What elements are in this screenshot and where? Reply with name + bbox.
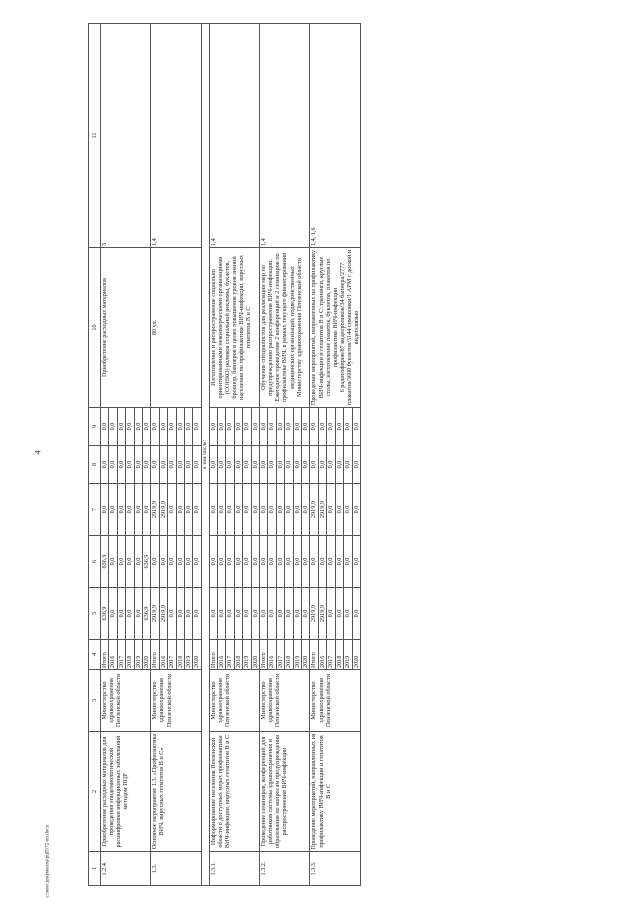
value-cell: 0,0 [352, 588, 361, 640]
value-cell: 0,0 [151, 408, 159, 446]
value-cell: 0,0 [176, 408, 184, 446]
value-cell: 0,0 [276, 536, 284, 588]
value-cell: 0,0 [335, 484, 343, 536]
value-cell: 0,0 [251, 408, 259, 446]
year-cell: Итого [209, 640, 217, 670]
value-cell: 0,0 [344, 446, 352, 484]
value-cell: 2919,9 [310, 484, 318, 536]
value-cell: 0,0 [193, 408, 201, 446]
value-cell: 0,0 [193, 484, 201, 536]
value-cell: 0,0 [209, 446, 217, 484]
value-cell: 0,0 [193, 446, 201, 484]
table-row [151, 24, 159, 886]
value-cell: 0,0 [327, 408, 335, 446]
item-executor: Министерство здравоохранения Пензенской области [310, 670, 361, 732]
value-cell: 0,0 [268, 588, 276, 640]
value-cell: 0,0 [293, 588, 301, 640]
col-header: 3 [89, 670, 101, 732]
value-cell: 0,0 [126, 588, 134, 640]
year-cell: Итого [260, 640, 268, 670]
value-cell: 2919,9 [159, 588, 167, 640]
item-executor: Министерство здравоохранения Пензенской области [101, 670, 151, 732]
value-cell: 0,0 [344, 484, 352, 536]
value-cell: 0,0 [310, 446, 318, 484]
value-cell: 0,0 [260, 588, 268, 640]
value-cell: 0,0 [276, 484, 284, 536]
value-cell: 0,0 [218, 536, 226, 588]
value-cell: 0,0 [352, 536, 361, 588]
value-cell: 2919,9 [310, 588, 318, 640]
item-result: Обучение специалистов для реализации мер по предупреждению распространения ВИЧ-инфекции. Ежегодное проведение 2 конференций и 2 семинаров по профилактике ВИЧ, в рамках текущего финансирования медицинских организаций, подведомственных Министерству здравоохранения Пензенской области [260, 248, 310, 408]
year-cell: Итого [310, 640, 318, 670]
item-number: 1.3.2. [260, 852, 310, 886]
value-cell: 0,0 [301, 408, 309, 446]
year-cell: 2018 [234, 640, 242, 670]
value-cell: 0,0 [209, 588, 217, 640]
value-cell: 0,0 [234, 588, 242, 640]
value-cell: 0,0 [101, 408, 109, 446]
value-cell: 0,0 [184, 446, 192, 484]
value-cell: 0,0 [134, 588, 142, 640]
year-cell: 2017 [327, 640, 335, 670]
value-cell: 0,0 [117, 588, 125, 640]
value-cell: 0,0 [234, 536, 242, 588]
value-cell: 0,0 [243, 588, 251, 640]
col-header: 6 [89, 536, 101, 588]
value-cell: 0,0 [344, 408, 352, 446]
value-cell: 0,0 [176, 484, 184, 536]
value-cell: 636,9 [142, 588, 150, 640]
value-cell: 636,9 [142, 536, 150, 588]
value-cell: 0,0 [301, 536, 309, 588]
year-cell: 2018 [335, 640, 343, 670]
year-cell: 2017 [117, 640, 125, 670]
value-cell: 0,0 [285, 536, 293, 588]
year-cell: 2020 [301, 640, 309, 670]
value-cell: 0,0 [318, 536, 326, 588]
value-cell: 0,0 [218, 484, 226, 536]
value-cell: 0,0 [327, 588, 335, 640]
value-cell: 0,0 [293, 484, 301, 536]
value-cell: 0,0 [176, 446, 184, 484]
value-cell: 0,0 [101, 484, 109, 536]
value-cell: 0,0 [251, 588, 259, 640]
year-cell: 2020 [352, 640, 361, 670]
value-cell: 0,0 [134, 536, 142, 588]
value-cell: 0,0 [117, 484, 125, 536]
value-cell: 0,0 [335, 588, 343, 640]
col-header: 1 [89, 852, 101, 886]
value-cell: 0,0 [209, 408, 217, 446]
value-cell: 0,0 [142, 446, 150, 484]
year-cell: 2019 [184, 640, 192, 670]
value-cell: 0,0 [134, 408, 142, 446]
value-cell: 0,0 [243, 446, 251, 484]
value-cell: 0,0 [226, 536, 234, 588]
col-header: 9 [89, 408, 101, 446]
value-cell: 0,0 [310, 536, 318, 588]
value-cell: 0,0 [168, 484, 176, 536]
value-cell: 0,0 [276, 588, 284, 640]
value-cell: 636,9 [101, 536, 109, 588]
value-cell: 0,0 [268, 536, 276, 588]
year-cell: Итого [101, 640, 109, 670]
value-cell: 0,0 [251, 446, 259, 484]
value-cell: 0,0 [109, 484, 117, 536]
value-cell: 0,0 [126, 446, 134, 484]
year-cell: 2019 [134, 640, 142, 670]
item-number: 1.3.1. [209, 852, 259, 886]
item-indicator: 1,4 [151, 24, 201, 248]
value-cell: 0,0 [126, 536, 134, 588]
value-cell: 2919,9 [151, 588, 159, 640]
item-name: Приобретение расходных материалов для проведения эпидемиологической расшифровки инфекционных заболеваний методом ПЦР [101, 732, 151, 852]
value-cell: 0,0 [126, 484, 134, 536]
item-indicator: 1,4 [260, 24, 310, 248]
value-cell: 0,0 [301, 446, 309, 484]
value-cell: 0,0 [151, 536, 159, 588]
year-cell: 2020 [193, 640, 201, 670]
value-cell: 0,0 [168, 446, 176, 484]
value-cell: 0,0 [184, 408, 192, 446]
col-header: 7 [89, 484, 101, 536]
value-cell: 0,0 [209, 484, 217, 536]
value-cell: 0,0 [184, 536, 192, 588]
value-cell: 2919,9 [159, 484, 167, 536]
value-cell: 0,0 [168, 588, 176, 640]
value-cell: 0,0 [234, 408, 242, 446]
value-cell: 0,0 [117, 536, 125, 588]
value-cell: 2919,9 [318, 484, 326, 536]
value-cell: 0,0 [193, 536, 201, 588]
item-name: Основное мероприятие 1.3. «Профилактика ВИЧ, вирусных гепатитов В и С» [151, 732, 201, 852]
year-cell: 2016 [218, 640, 226, 670]
item-number: 1.2.4. [101, 852, 151, 886]
item-result: 80 ул. [151, 248, 201, 408]
col-header: 8 [89, 446, 101, 484]
value-cell: 0,0 [226, 446, 234, 484]
value-cell: 0,0 [226, 588, 234, 640]
value-cell: 0,0 [243, 484, 251, 536]
in-that-number-label: в том числе: [201, 24, 209, 886]
value-cell: 0,0 [352, 484, 361, 536]
value-cell: 0,0 [142, 408, 150, 446]
value-cell: 0,0 [293, 536, 301, 588]
value-cell: 0,0 [218, 446, 226, 484]
year-cell: 2016 [109, 640, 117, 670]
table-page [88, 24, 610, 886]
table-body [101, 24, 361, 886]
value-cell: 0,0 [109, 446, 117, 484]
value-cell: 0,0 [184, 484, 192, 536]
value-cell: 636,9 [101, 588, 109, 640]
value-cell: 0,0 [260, 446, 268, 484]
value-cell: 0,0 [193, 588, 201, 640]
value-cell: 0,0 [285, 446, 293, 484]
value-cell: 0,0 [226, 484, 234, 536]
value-cell: 0,0 [335, 408, 343, 446]
item-executor: Министерство здравоохранения Пензенской области [151, 670, 201, 732]
item-name: Проведение семинаров, конференций для работников системы здравоохранения и образования по вопросам предупреждения распространения ВИЧ-инфекции [260, 732, 310, 852]
value-cell: 0,0 [109, 588, 117, 640]
item-indicator: 1,4 [209, 24, 259, 248]
value-cell: 0,0 [293, 408, 301, 446]
value-cell: 0,0 [218, 408, 226, 446]
item-indicator: 1,4, 1,6 [310, 24, 361, 248]
value-cell: 0,0 [318, 408, 326, 446]
value-cell: 0,0 [268, 484, 276, 536]
value-cell: 0,0 [243, 408, 251, 446]
value-cell: 0,0 [176, 536, 184, 588]
item-name: Проведение мероприятий, направленных на профилактику ВИЧ-инфекции и гепатитов В и С [310, 732, 361, 852]
item-result: Приобретение расходных материалов [101, 248, 151, 408]
year-cell: Итого [151, 640, 159, 670]
item-executor: Министерство здравоохранения Пензенской области [209, 670, 259, 732]
value-cell: 0,0 [117, 446, 125, 484]
table-row [260, 24, 268, 886]
subtotal-row [201, 24, 209, 886]
item-number: 1.3.3. [310, 852, 361, 886]
year-cell: 2016 [318, 640, 326, 670]
value-cell: 0,0 [285, 408, 293, 446]
value-cell: 0,0 [126, 408, 134, 446]
year-cell: 2019 [293, 640, 301, 670]
value-cell: 0,0 [260, 484, 268, 536]
value-cell: 2919,9 [151, 484, 159, 536]
value-cell: 0,0 [268, 446, 276, 484]
value-cell: 0,0 [168, 536, 176, 588]
year-cell: 2020 [251, 640, 259, 670]
table-row [310, 24, 318, 886]
value-cell: 0,0 [176, 588, 184, 640]
value-cell: 0,0 [134, 446, 142, 484]
value-cell: 0,0 [159, 408, 167, 446]
item-result: Изготовление и распространение социально ориентированными некоммерческими организациями (СОНКО) роликов социальной рекламы, буклетов, брошюр, баннеров в целях повышения уровня знаний населения по профилактике ВИЧ-инфекции, вирусных гепатитов В и С [209, 248, 259, 408]
value-cell: 0,0 [335, 536, 343, 588]
file-path-footer: c:\мои документы\рцП\72-пп.docx [45, 824, 51, 898]
value-cell: 2919,9 [318, 588, 326, 640]
value-cell: 0,0 [327, 446, 335, 484]
value-cell: 0,0 [209, 536, 217, 588]
value-cell: 0,0 [159, 536, 167, 588]
col-header: 10 [89, 248, 101, 408]
year-cell: 2017 [168, 640, 176, 670]
value-cell: 0,0 [159, 446, 167, 484]
year-cell: 2018 [176, 640, 184, 670]
item-result: Проведение мероприятий, направленных на профилактику ВИЧ-инфекции и гепатитов В и С: тренинги, круглые столы, изготовление памяток, буклетов, плакатов по профилактике ВИЧ-инфекции 6 радиоэфиров/87 видеороликов/34 баннера/2777 плакатов/3600 буклетов/3144 символики/1 АРМ с доской и видеосвязью [310, 248, 361, 408]
value-cell: 0,0 [335, 446, 343, 484]
value-cell: 0,0 [310, 408, 318, 446]
value-cell: 0,0 [184, 588, 192, 640]
year-cell: 2018 [126, 640, 134, 670]
value-cell: 0,0 [109, 536, 117, 588]
value-cell: 0,0 [101, 446, 109, 484]
value-cell: 0,0 [352, 408, 361, 446]
year-cell: 2020 [142, 640, 150, 670]
value-cell: 0,0 [318, 446, 326, 484]
item-number: 1.3. [151, 852, 201, 886]
year-cell: 2019 [243, 640, 251, 670]
rotated-content [88, 24, 610, 886]
item-indicator: 3 [101, 24, 151, 248]
value-cell: 0,0 [327, 484, 335, 536]
value-cell: 0,0 [142, 484, 150, 536]
value-cell: 0,0 [218, 588, 226, 640]
value-cell: 0,0 [344, 536, 352, 588]
year-cell: 2016 [159, 640, 167, 670]
col-header: 2 [89, 732, 101, 852]
value-cell: 0,0 [226, 408, 234, 446]
value-cell: 0,0 [234, 484, 242, 536]
value-cell: 0,0 [293, 446, 301, 484]
value-cell: 0,0 [260, 536, 268, 588]
value-cell: 0,0 [276, 446, 284, 484]
table-row [101, 24, 109, 886]
value-cell: 0,0 [251, 484, 259, 536]
year-cell: 2017 [276, 640, 284, 670]
value-cell: 0,0 [134, 484, 142, 536]
year-cell: 2017 [226, 640, 234, 670]
value-cell: 0,0 [168, 408, 176, 446]
item-name: Информирование населения Пензенской области о доступных мерах профилактики ВИЧ-инфекции, вирусных гепатитов В и С [209, 732, 259, 852]
year-cell: 2018 [285, 640, 293, 670]
value-cell: 0,0 [117, 408, 125, 446]
value-cell: 0,0 [344, 588, 352, 640]
value-cell: 0,0 [251, 536, 259, 588]
col-header: 4 [89, 640, 101, 670]
page-number: 4 [33, 450, 43, 455]
value-cell: 0,0 [285, 588, 293, 640]
item-executor: Министерство здравоохранения Пензенской области [260, 670, 310, 732]
col-header: 5 [89, 588, 101, 640]
value-cell: 0,0 [276, 408, 284, 446]
value-cell: 0,0 [234, 446, 242, 484]
table-row [209, 24, 217, 886]
value-cell: 0,0 [243, 536, 251, 588]
value-cell: 0,0 [301, 588, 309, 640]
value-cell: 0,0 [260, 408, 268, 446]
value-cell: 0,0 [285, 484, 293, 536]
col-header: 11 [89, 24, 101, 248]
year-cell: 2019 [344, 640, 352, 670]
value-cell: 0,0 [151, 446, 159, 484]
program-table [88, 23, 361, 886]
header-row [89, 24, 101, 886]
value-cell: 0,0 [268, 408, 276, 446]
value-cell: 0,0 [109, 408, 117, 446]
year-cell: 2016 [268, 640, 276, 670]
value-cell: 0,0 [352, 446, 361, 484]
value-cell: 0,0 [327, 536, 335, 588]
value-cell: 0,0 [301, 484, 309, 536]
